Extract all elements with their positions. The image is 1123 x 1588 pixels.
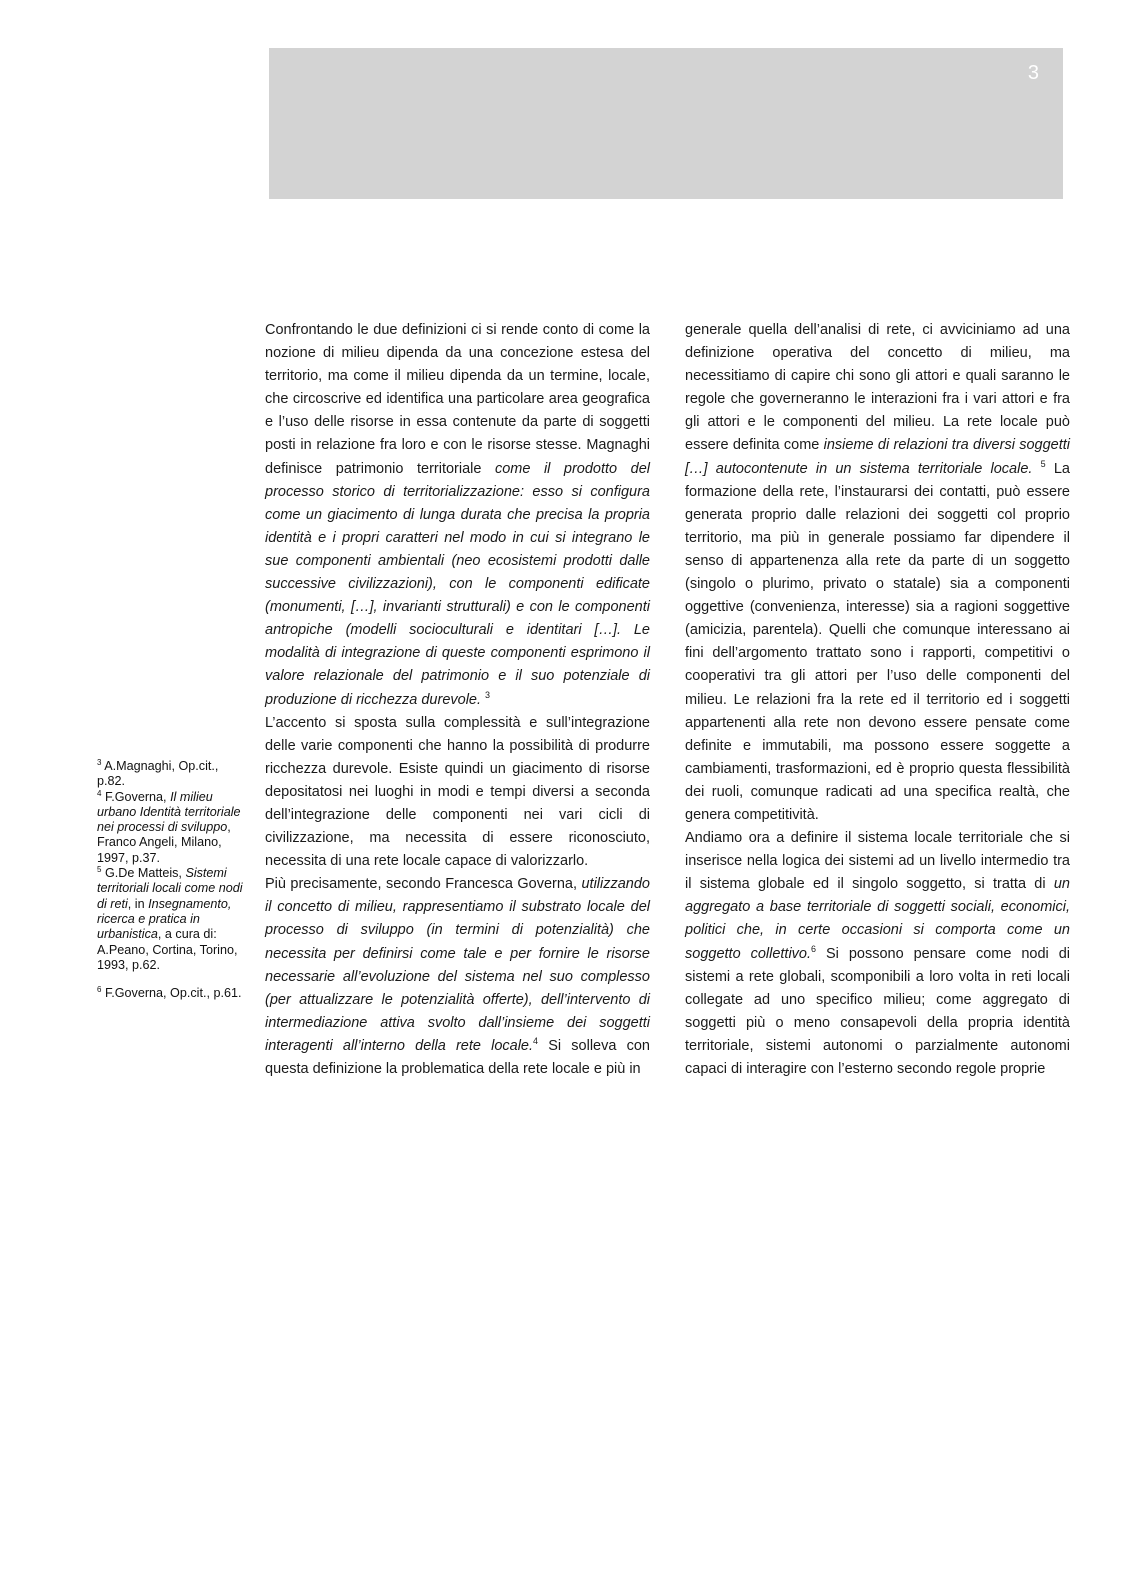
- footnote-text: F.Governa, Op.cit., p.61.: [104, 986, 242, 1001]
- footnote-marker: 6: [97, 985, 102, 995]
- footnote-ref: 5: [1040, 458, 1046, 469]
- page-number: 3: [1027, 62, 1039, 84]
- paragraph: [265, 319, 650, 712]
- footnote-title-2: Insegnamento, ricerca e pratica in urbanistica: [97, 896, 232, 942]
- footnote-rest: , a cura di: A.Peano, Cortina, Torino, 1993, p.62.: [97, 927, 238, 972]
- footnote-5: [97, 866, 247, 973]
- footnote-3: [97, 759, 247, 790]
- text-column-right: [685, 319, 1070, 1081]
- footnotes: [97, 759, 247, 1001]
- paragraph: [685, 827, 1070, 1081]
- footnote-title: Sistemi territoriali locali come nodi di reti: [97, 866, 243, 911]
- paragraph: [265, 873, 650, 1081]
- footnote-rest: , Franco Angeli, Milano, 1997, p.37.: [97, 820, 231, 865]
- body-text: Più precisamente, secondo Francesca Governa,: [265, 876, 582, 893]
- footnote-author: G.De Matteis,: [104, 866, 186, 881]
- body-text: Andiamo ora a definire il sistema locale territoriale che si inserisce nella logica dei sistemi ad un livello intermedio tra il sistema globale ed il singolo soggetto, si tratta di: [685, 830, 1070, 893]
- body-text: La formazione della rete, l’instaurarsi dei contatti, può essere generata proprio dalle relazioni dei soggetti col proprio territorio, ma più in generale possiamo far dipendere il senso di appartenenza alla rete da parte di un soggetto (singolo o plurimo, privato o statale) sia a componenti oggettive (convenienza, interesse) sia a ragioni soggettive (amicizia, parentela). Quelli che comunque interessano ai fini dell’argomento trattato sono i rapporti, competitivi o cooperativi tra gli attori per l’uso delle componenti del milieu. Le relazioni fra la rete ed il territorio ed i soggetti appartenenti alla rete non devono essere pensate come definite e immutabili, ma possono essere soggette a cambiamenti, trasformazioni, ed è proprio questa flessibilità dei ruoli, comunque radicati ad una specifica realtà, che genera competitività.: [685, 460, 1070, 823]
- quote-text: come il prodotto del processo storico di territorializzazione: esso si configura come un giacimento di lunga durata che precisa la propria identità e i propri caratteri nel modo in cui si integrano le sue componenti ambientali (neo ecosistemi prodotti dalle successive civilizzazioni), con le componenti edificate (monumenti, […], invarianti strutturali) e con le componenti antropiche (modelli socioculturali e identitari […]. Le modalità di integrazione di queste componenti esprimono il valore relazionale del patrimonio e il suo potenziale di produzione di ricchezza durevole.: [265, 460, 650, 708]
- body-text: Si possono pensare come nodi di sistemi a rete globali, scomponibili a loro volta in reti locali collegate ad uno specifico milieu; come aggregato di soggetti più o meno consapevoli della propria identità territoriale, sistemi autonomi o parzialmente autonomi capaci di interagire con l’esterno secondo regole proprie: [685, 945, 1070, 1077]
- footnote-marker: 3: [97, 758, 102, 767]
- footnote-marker: 4: [97, 788, 102, 798]
- body-text: Confrontando le due definizioni ci si rende conto di come la nozione di milieu dipenda da una concezione estesa del territorio, ma come il milieu dipenda da un termine, locale, che circoscrive ed identifica una particolare area geografica e l’uso delle risorse in essa contenute da parte di soggetti posti in relazione fra loro e con le risorse stesse. Magnaghi definisce patrimonio territoriale: [265, 322, 650, 477]
- footnote-marker: 5: [97, 865, 102, 875]
- footnote-mid: , in: [127, 896, 149, 911]
- footnote-ref: 6: [811, 943, 817, 954]
- footnote-author: F.Governa,: [104, 789, 171, 804]
- footnote-6: [97, 986, 247, 1001]
- quote-text: utilizzando il concetto di milieu, rappresentiamo il substrato locale del processo di sviluppo (in termini di potenzialità) che necessita per definirsi come tale e per fornire le risorse necessarie all’evoluzione del sistema nel suo complesso (per attualizzare le potenzialità offerte), dell’intervento di intermediazione attiva svolto dall’insieme dei soggetti interagenti all’interno della rete locale.: [265, 876, 650, 1054]
- footnote-title: Il milieu urbano Identità territoriale nei processi di sviluppo: [97, 789, 241, 835]
- body-text: Si solleva con questa definizione la problematica della rete locale e più in: [265, 1037, 650, 1077]
- quote-text: insieme di relazioni tra diversi soggetti […] autocontenute in un sistema territoriale locale.: [685, 437, 1070, 477]
- footnote-ref: 4: [533, 1035, 539, 1046]
- quote-text: un aggregato a base territoriale di soggetti sociali, economici, politici che, in certe occasioni si comporta come un soggetto collettivo.: [685, 876, 1070, 962]
- footnote-text: A.Magnaghi, Op.cit., p.82.: [97, 759, 219, 789]
- footnote-ref: 3: [485, 689, 491, 700]
- text-column-left: [265, 319, 650, 1081]
- body-text: generale quella dell’analisi di rete, ci avviciniamo ad una definizione operativa del concetto di milieu, ma necessitiamo di capire chi sono gli attori e quali saranno le regole che governeranno le interazioni fra i vari attori e fra gli attori e le componenti del milieu. La rete locale può essere definita come: [685, 322, 1070, 454]
- paragraph: L’accento si sposta sulla complessità e sull’integrazione delle varie componenti che hanno la possibilità di produrre ricchezza durevole. Esiste quindi un giacimento di risorse depositatosi nei luoghi in modi e tempi diversi a seconda dell’integrazione delle componenti nei vari cicli di civilizzazione, ma necessita di essere riconosciuto, necessita di una rete locale capace di valorizzarlo.: [265, 714, 650, 870]
- footnote-4: [97, 790, 247, 866]
- header-band: [269, 48, 1063, 199]
- paragraph: [685, 319, 1070, 827]
